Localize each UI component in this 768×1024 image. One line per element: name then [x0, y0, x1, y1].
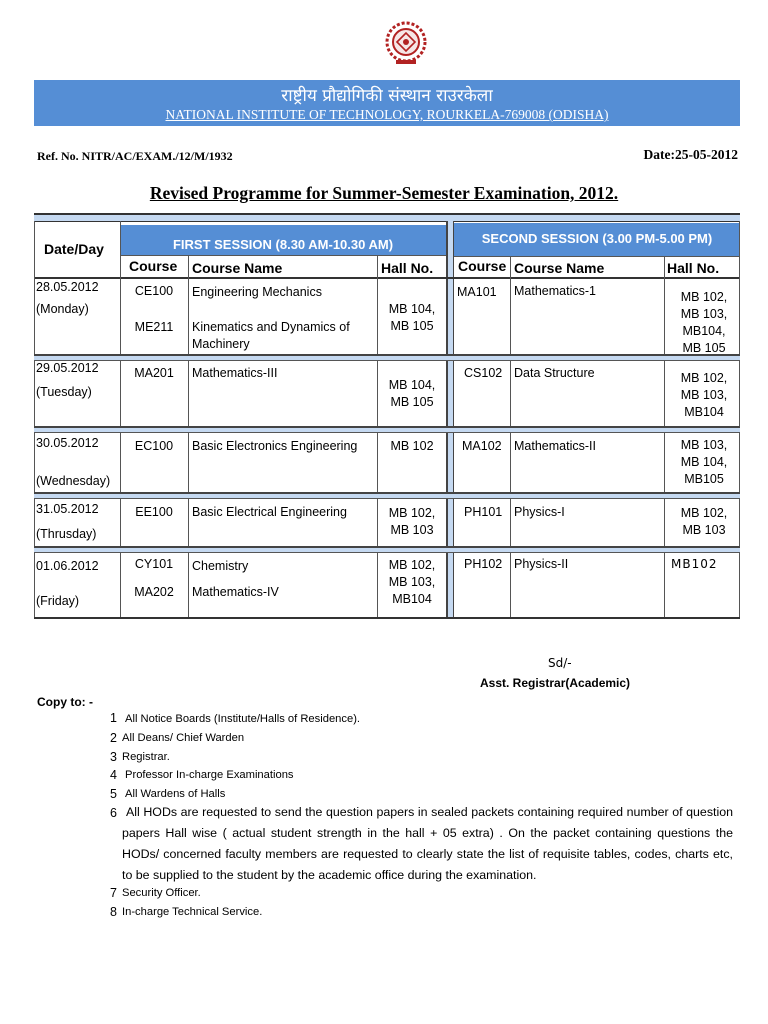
institute-emblem-icon [383, 20, 429, 66]
table-row-date: 30.05.2012 [36, 436, 99, 450]
first-course-header: Course [129, 258, 178, 274]
course-code: MA201 [134, 366, 174, 380]
table-row-day: (Friday) [36, 594, 80, 608]
first-course-name-header: Course Name [192, 260, 283, 276]
hall-number: MB 102, MB 103 [680, 506, 728, 537]
signature-sd: Sd/- [548, 656, 572, 670]
first-session-header: FIRST SESSION (8.30 AM-10.30 AM) [120, 225, 446, 255]
course-name: Basic Electronics Engineering [192, 439, 358, 453]
table-row-date: 29.05.2012 [36, 361, 99, 375]
list-item: Professor In-charge Examinations [125, 769, 294, 781]
course-code: MA101 [457, 285, 497, 299]
list-item: In-charge Technical Service. [122, 906, 263, 918]
list-item: All Wardens of Halls [125, 788, 226, 800]
course-code: EC100 [134, 439, 174, 453]
course-code: CY101 [134, 557, 174, 571]
table-row-day: (Wednesday) [36, 474, 111, 488]
table-row-date: 01.06.2012 [36, 559, 99, 573]
course-code: MA202 [134, 585, 174, 599]
institute-name-hindi: राष्ट्रीय प्रौद्योगिकी संस्थान राउरकेला [281, 86, 493, 106]
course-name: Mathematics-1 [514, 284, 596, 298]
course-name: Basic Electrical Engineering [192, 505, 347, 519]
course-code: ME211 [134, 320, 174, 334]
list-item: All Deans/ Chief Warden [122, 732, 245, 744]
table-row-day: (Monday) [36, 302, 89, 316]
course-name: Chemistry [192, 559, 249, 573]
reference-number: Ref. No. NITR/AC/EXAM./12/M/1932 [37, 149, 233, 163]
course-name: Data Structure [514, 366, 595, 380]
list-item-number: 5 [110, 787, 117, 801]
course-code: PH102 [464, 557, 503, 571]
list-item-number: 8 [110, 905, 117, 919]
copy-to-label: Copy to: - [37, 695, 93, 709]
hall-number: MB 102 [390, 439, 434, 453]
second-session-header: SECOND SESSION (3.00 PM-5.00 PM) [454, 223, 740, 256]
hall-number: MB 104, MB 105 [388, 302, 436, 333]
list-item-number: 1 [110, 711, 117, 725]
course-name: Kinematics and Dynamics of Machinery [192, 320, 350, 351]
list-item-number: 2 [110, 731, 117, 745]
course-code: MA102 [462, 439, 502, 453]
second-course-header: Course [458, 258, 507, 274]
course-name: Engineering Mechanics [192, 285, 322, 299]
list-item: Security Officer. [122, 887, 201, 899]
institute-name-english: NATIONAL INSTITUTE OF TECHNOLOGY, ROURKELA-769008 (ODISHA) [165, 107, 609, 122]
list-item: All Notice Boards (Institute/Halls of Residence). [125, 713, 361, 725]
signatory-designation: Asst. Registrar(Academic) [480, 676, 631, 690]
course-code: CS102 [464, 366, 503, 380]
list-item-number: 3 [110, 750, 117, 764]
course-name: Mathematics-III [192, 366, 278, 380]
course-name: Physics-I [514, 505, 565, 519]
course-code: EE100 [135, 505, 173, 519]
document-date: Date:25-05-2012 [643, 147, 738, 162]
date-day-header: Date/Day [44, 241, 104, 257]
course-name: Physics-II [514, 557, 569, 571]
list-item-number: 7 [110, 886, 117, 900]
hall-number: MB 102, MB 103, MB104 [388, 558, 436, 606]
list-item: Registrar. [122, 751, 170, 763]
table-row-date: 31.05.2012 [36, 502, 99, 516]
first-hall-header: Hall No. [381, 260, 434, 276]
exam-schedule-table [34, 213, 740, 619]
list-item: All HODs are requested to send the question papers in sealed packets containing required number of question papers Hall wise ( actual student strength in the hall + 05 extra) . On the packet containing questions the HODs/ concerned faculty members are requested to clearly state the list of requisite tables, codes, charts etc, to be supplied to the student by the academic office during the examination. [122, 805, 733, 882]
hall-number: MB 102, MB 103, MB104 [680, 371, 728, 419]
second-hall-header: Hall No. [667, 260, 720, 276]
table-row-day: (Tuesday) [36, 385, 92, 399]
hall-number: MB102 [671, 557, 718, 571]
table-row-day: (Thrusday) [36, 527, 97, 541]
course-name: Mathematics-II [514, 439, 596, 453]
hall-number: MB 102, MB 103, MB104, MB 105 [680, 290, 728, 355]
second-course-name-header: Course Name [514, 260, 605, 276]
document-title: Revised Programme for Summer-Semester Examination, 2012. [149, 183, 619, 203]
list-item-number: 6 [110, 806, 117, 820]
course-code: PH101 [464, 505, 503, 519]
table-row-date: 28.05.2012 [36, 280, 99, 294]
list-item-number: 4 [110, 768, 117, 782]
hall-number: MB 104, MB 105 [388, 378, 436, 409]
hall-number: MB 103, MB 104, MB105 [680, 438, 728, 486]
course-code: CE100 [134, 284, 174, 298]
course-name: Mathematics-IV [192, 585, 279, 599]
hall-number: MB 102, MB 103 [388, 506, 436, 537]
institute-banner [34, 80, 740, 126]
